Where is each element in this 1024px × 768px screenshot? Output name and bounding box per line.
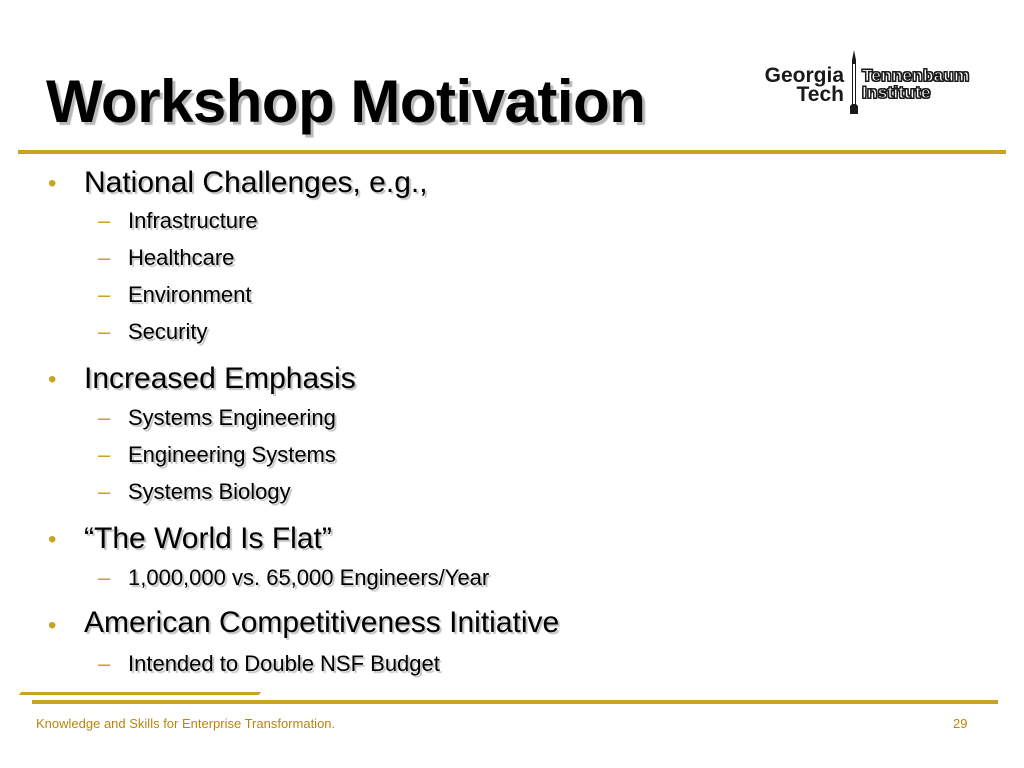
bullet-icon: • <box>48 526 57 553</box>
dash-icon: – <box>98 651 111 676</box>
bullet-item: Increased Emphasis <box>84 362 356 395</box>
sub-bullet-item: Environment <box>128 282 252 307</box>
dash-icon: – <box>98 245 111 270</box>
footer-accent-line <box>19 692 262 695</box>
logo-text-georgia: Georgia <box>764 64 844 87</box>
sub-bullet-item: Security <box>128 319 208 344</box>
slide-title: Workshop Motivation <box>46 68 646 135</box>
sub-bullet-item: Systems Biology <box>128 479 291 504</box>
logo-text-tech: Tech <box>796 83 844 106</box>
sub-bullet-item: Intended to Double NSF Budget <box>128 651 440 676</box>
dash-icon: – <box>98 479 111 504</box>
sub-bullet-item: 1,000,000 vs. 65,000 Engineers/Year <box>128 565 490 590</box>
dash-icon: – <box>98 319 111 344</box>
page-number: 29 <box>953 716 968 731</box>
sub-bullet-item: Engineering Systems <box>128 442 336 467</box>
sub-bullet-item: Infrastructure <box>128 208 258 233</box>
sub-bullet-item: Healthcare <box>128 245 235 270</box>
dash-icon: – <box>98 565 111 590</box>
bullet-icon: • <box>48 170 57 197</box>
footer-text: Knowledge and Skills for Enterprise Transformation. <box>36 716 336 731</box>
logo-text-tennenbaum: Tennenbaum <box>862 66 970 85</box>
bullet-icon: • <box>48 612 57 639</box>
logo-text-institute: Institute <box>862 83 931 102</box>
dash-icon: – <box>98 208 111 233</box>
dash-icon: – <box>98 405 111 430</box>
dash-icon: – <box>98 442 111 467</box>
footer-divider <box>32 700 998 704</box>
bullet-item: American Competitiveness Initiative <box>84 606 560 639</box>
sub-bullet-item: Systems Engineering <box>128 405 336 430</box>
bullet-item: National Challenges, e.g., <box>84 166 428 199</box>
bullet-icon: • <box>48 366 57 393</box>
bullet-item: “The World Is Flat” <box>84 522 332 555</box>
dash-icon: – <box>98 282 111 307</box>
